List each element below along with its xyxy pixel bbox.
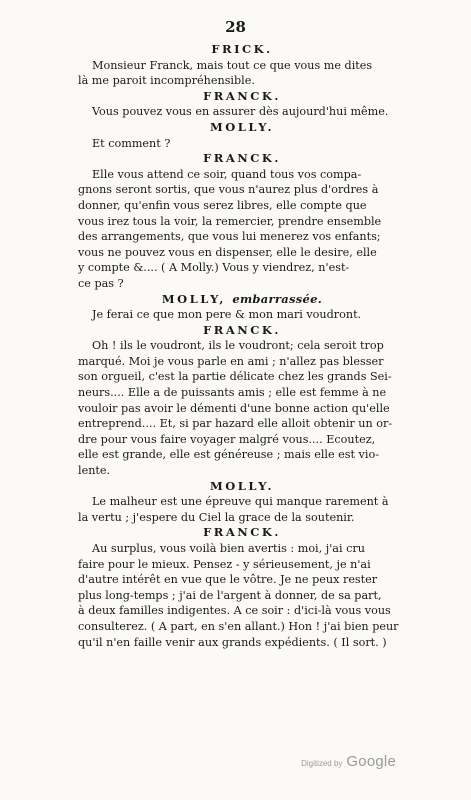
speech-line: ce pas ?	[78, 276, 124, 290]
speaker-heading	[78, 89, 406, 105]
speech-line: là me paroit incompréhensible.	[78, 74, 255, 88]
speaker-name: FRICK.	[211, 42, 273, 56]
speech-line: elle est grande, elle est généreuse ; mais elle est vio-	[78, 448, 379, 462]
speaker-heading	[78, 292, 406, 308]
speech-line: vous ne pouvez vous en dispenser, elle le desire, elle	[78, 245, 377, 259]
speech-line: y compte &.... ( A Molly.) Vous y viendrez, n'est-	[78, 261, 350, 275]
google-logo: Google	[346, 753, 396, 770]
speech-line: des arrangements, que vous lui menerez vos enfants;	[78, 230, 381, 244]
speech-line: lente.	[78, 464, 111, 478]
speaker-name: FRANCK.	[203, 88, 281, 103]
speech-paragraph	[78, 338, 406, 478]
speaker-heading	[78, 120, 406, 136]
speaker-name: MOLLY.	[210, 478, 274, 493]
speaker-name: MOLLY,	[161, 291, 226, 306]
speech-paragraph	[78, 58, 406, 89]
speech-paragraph	[78, 307, 406, 323]
speech-line: qu'il n'en faille venir aux grands expédients. ( Il sort. )	[78, 635, 387, 649]
speech-line: Monsieur Franck, mais tout ce que vous me dites	[92, 58, 373, 72]
stage-direction: embarrassée.	[232, 291, 323, 306]
speaker-name: MOLLY.	[210, 119, 274, 134]
speech-line: Vous pouvez vous en assurer dès aujourd'hui même.	[92, 105, 389, 119]
speech-line: la vertu ; j'espere du Ciel la grace de la soutenir.	[78, 510, 355, 524]
speaker-name: FRANCK.	[203, 525, 281, 540]
speech-line: Au surplus, vous voilà bien avertis : moi, j'ai cru	[92, 542, 365, 555]
speech-paragraph	[78, 136, 406, 152]
speech-line: dre pour vous faire voyager malgré vous.... Ecoutez,	[78, 432, 376, 446]
speech-line: Et comment ?	[92, 136, 171, 150]
speech-line: donner, qu'enfin vous serez libres, elle compte que	[78, 198, 367, 212]
digitized-by-google-watermark	[301, 753, 396, 770]
speaker-heading	[78, 42, 406, 58]
play-text	[78, 42, 406, 650]
speaker-heading	[78, 323, 406, 339]
speech-line: à deux familles indigentes. A ce soir : d'ici-là vous vous	[78, 604, 391, 618]
speech-line: neurs.... Elle a de puissants amis ; elle est femme à ne	[78, 386, 387, 400]
speech-line: marqué. Moi je vous parle en ami ; n'allez pas blesser	[78, 354, 384, 368]
speech-line: d'autre intérêt en vue que le vôtre. Je ne peux rester	[78, 573, 378, 587]
speech-line: entreprend.... Et, si par hazard elle alloit obtenir un or-	[78, 417, 393, 431]
speech-line: Elle vous attend ce soir, quand tous vos compa-	[92, 167, 362, 181]
speech-paragraph	[78, 494, 406, 525]
speech-line: faire pour le mieux. Pensez - y sérieusement, je n'ai	[78, 557, 371, 571]
speaker-name: FRANCK.	[203, 322, 281, 337]
speaker-name: FRANCK.	[203, 151, 281, 166]
speech-line: consulterez. ( A part, en s'en allant.) Hon ! j'ai bien peur	[78, 619, 399, 633]
speech-line: Je ferai ce que mon pere & mon mari voudront.	[92, 308, 362, 322]
speaker-heading	[78, 151, 406, 167]
speech-paragraph	[78, 104, 406, 120]
speech-line: gnons seront sortis, que vous n'aurez plus d'ordres à	[78, 183, 379, 197]
page-number: 28	[225, 18, 246, 36]
speaker-heading	[78, 525, 406, 541]
speech-line: Oh ! ils le voudront, ils le voudront; cela seroit trop	[92, 339, 384, 353]
speech-line: plus long-temps ; j'ai de l'argent à donner, de sa part,	[78, 588, 382, 602]
speech-line: Le malheur est une épreuve qui manque rarement à	[92, 495, 389, 509]
watermark-prefix: Digitized by	[301, 759, 343, 768]
speech-line: vous irez tous la voir, la remercier, prendre ensemble	[78, 214, 382, 228]
speech-line: vouloir pas avoir le démenti d'une bonne action qu'elle	[78, 401, 390, 415]
speech-line: son orgueil, c'est la partie délicate chez les grands Sei-	[78, 370, 392, 384]
speaker-heading	[78, 479, 406, 495]
speech-paragraph	[78, 167, 406, 292]
speech-paragraph	[78, 541, 406, 650]
